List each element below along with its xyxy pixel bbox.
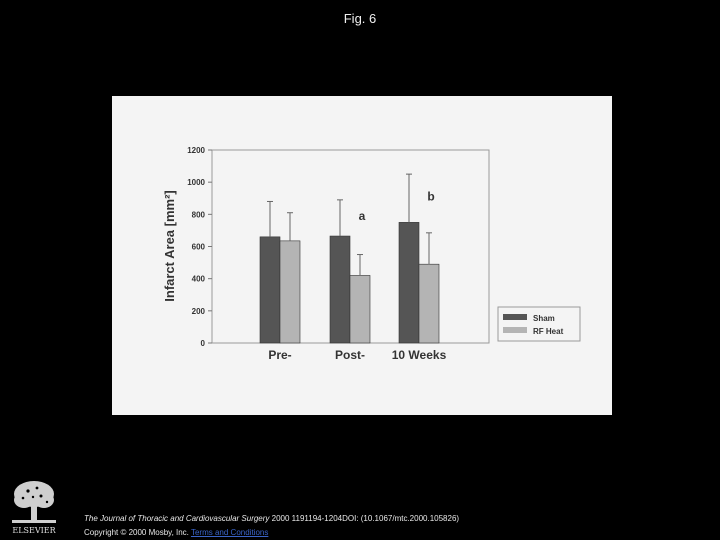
citation-line	[84, 514, 459, 523]
x-category-label: 10 Weeks	[391, 348, 447, 362]
y-tick-label: 400	[191, 274, 205, 284]
x-category-label: Pre-	[268, 348, 292, 362]
citation-details: 2000 1191194-1204DOI: (10.1067/mtc.2000.105826)	[271, 514, 460, 523]
legend-label-sham: Sham	[533, 314, 555, 323]
bar-sham-2	[399, 222, 419, 343]
chart-legend	[498, 307, 580, 341]
legend-label-rf-heat: RF Heat	[533, 327, 564, 336]
y-axis-label: Infarct Area [mm²]	[162, 190, 177, 302]
significance-annotation: b	[427, 189, 435, 204]
legend-swatch-rf-heat	[503, 327, 527, 333]
bar-rf-heat-1	[350, 275, 370, 343]
copyright-line	[84, 528, 268, 537]
terms-and-conditions-link[interactable]: Terms and Conditions	[190, 528, 269, 537]
infarct-area-chart	[112, 96, 612, 415]
y-tick-label: 0	[200, 339, 205, 348]
publisher-name: ELSEVIER	[12, 526, 56, 535]
bar-sham-1	[330, 236, 350, 343]
copyright-text: Copyright © 2000 Mosby, Inc.	[84, 528, 189, 537]
journal-name: The Journal of Thoracic and Cardiovascular Surgery	[84, 514, 270, 523]
y-tick-label: 1000	[187, 178, 205, 188]
bar-rf-heat-2	[419, 264, 439, 343]
x-category-label: Post-	[335, 348, 365, 362]
figure-title: Fig. 6	[343, 11, 377, 26]
y-tick-label: 200	[191, 306, 205, 316]
elsevier-logo	[6, 478, 62, 536]
y-tick-label: 1200	[187, 146, 205, 155]
bar-sham-0	[260, 237, 280, 343]
significance-annotation: a	[358, 208, 366, 223]
bar-rf-heat-0	[280, 241, 300, 343]
y-tick-label: 600	[191, 242, 205, 252]
legend-swatch-sham	[503, 314, 527, 320]
y-tick-label: 800	[191, 210, 205, 220]
figure-panel	[112, 96, 612, 415]
